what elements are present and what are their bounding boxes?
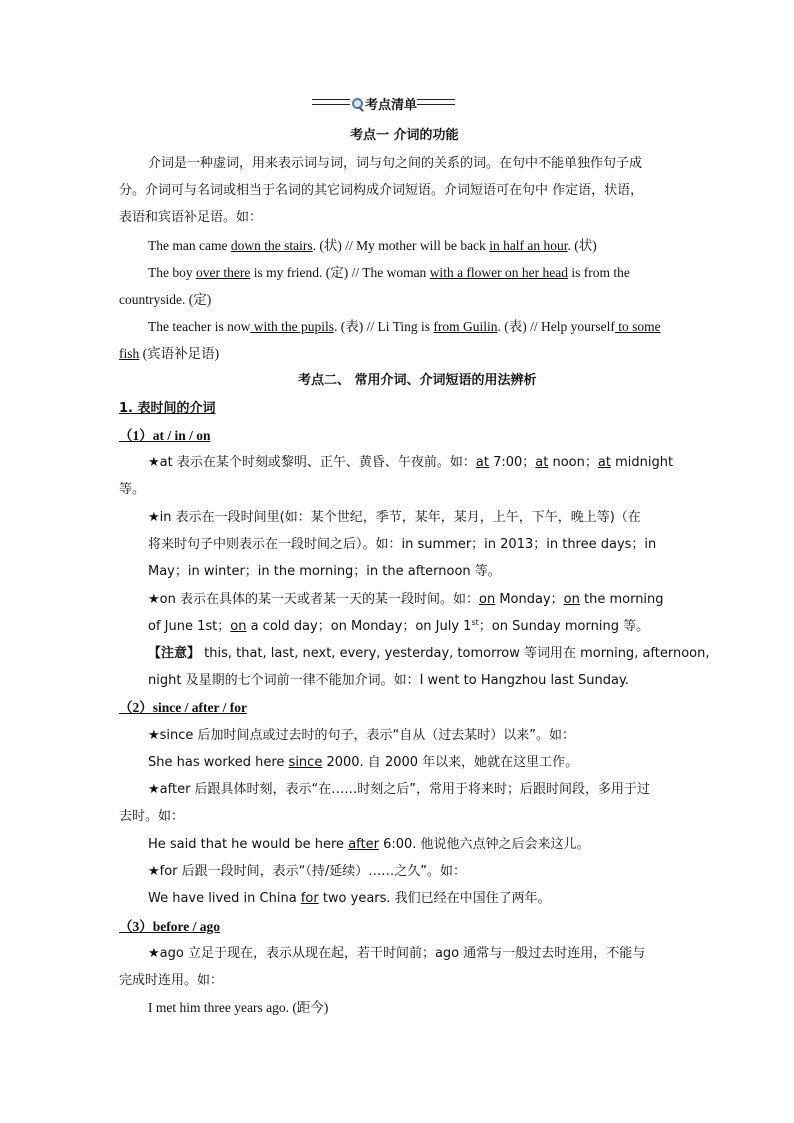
rule-line: ★on 表示在具体的某一天或者某一天的某一段时间。如：on Monday；on the morning bbox=[148, 592, 664, 607]
note-line: night 及星期的七个词前一律不能加介词。如：I went to Hangzhou last Sunday. bbox=[148, 673, 629, 688]
para-line: 分。介词可与名词或相当于名词的其它词构成介词短语。介词短语可在句中 作定语，状语， bbox=[119, 183, 644, 198]
header-title: 考点清单 bbox=[365, 98, 418, 113]
example-line: The boy over there is my friend. (定) // The woman with a flower on her head is from the bbox=[148, 265, 630, 280]
example-line: I met him three years ago. (距今) bbox=[148, 1000, 329, 1015]
rule-line: of June 1st；on a cold day；on Monday；on July 1st；on Sunday morning 等。 bbox=[148, 618, 650, 634]
para-line: 表语和宾语补足语。如： bbox=[119, 210, 263, 225]
rule-line: ★ago 立足于现在，表示从现在起，若干时间前；ago 通常与一般过去时连用，不能与 bbox=[148, 946, 646, 961]
example-line: fish (宾语补足语) bbox=[119, 346, 220, 361]
section-1-title: 考点一 介词的功能 bbox=[350, 128, 459, 143]
double-rule-right bbox=[417, 99, 455, 105]
rule-line: 将来时句子中则表示在一段时间之后）。如：in summer；in 2013；in three days；in bbox=[148, 537, 657, 552]
para-line: 介词是一种虚词，用来表示词与词，词与句之间的关系的词。在句中不能单独作句子成 bbox=[148, 156, 643, 171]
example-line: countryside. (定) bbox=[119, 292, 212, 307]
example-line: We have lived in China for two years. 我们已经在中国住了两年。 bbox=[148, 891, 551, 906]
rule-line: 去时。如： bbox=[119, 809, 185, 824]
subheading-since-after-for: （2）since / after / for bbox=[119, 700, 247, 715]
subheading-before-ago: （3）before / ago bbox=[119, 919, 220, 934]
rule-line: ★at 表示在某个时刻或黎明、正午、黄昏、午夜前。如：at 7:00；at noon；at midnight bbox=[148, 455, 674, 470]
rule-line: ★for 后跟一段时间，表示“（持/延续）……之久”。如： bbox=[148, 864, 467, 879]
magnifier-icon bbox=[351, 98, 364, 111]
example-line: She has worked here since 2000. 自 2000 年以来，她就在这里工作。 bbox=[148, 755, 579, 770]
rule-line: ★since 后加时间点或过去时的句子，表示“自从（过去某时）以来”。如： bbox=[148, 728, 576, 743]
subheading-at-in-on: （1）at / in / on bbox=[119, 428, 211, 443]
rule-line: 完成时连用。如： bbox=[119, 973, 224, 988]
note-label: 【注意】 bbox=[148, 646, 201, 661]
example-line: The teacher is now with the pupils. (表) // Li Ting is from Guilin. (表) // Help yourself to some bbox=[148, 319, 661, 334]
rule-line: ★after 后跟具体时刻，表示“在……时刻之后”，常用于将来时；后跟时间段，多用于过 bbox=[148, 782, 651, 797]
double-rule-left bbox=[312, 99, 350, 105]
rule-line: 等。 bbox=[119, 482, 146, 497]
example-line: He said that he would be here after 6:00. 他说他六点钟之后会来这儿。 bbox=[148, 837, 590, 852]
section-header bbox=[312, 97, 455, 115]
heading-time-prepositions: 1. 表时间的介词 bbox=[119, 401, 216, 416]
section-2-title: 考点二、 常用介词、介词短语的用法辨析 bbox=[298, 373, 537, 388]
rule-line: ★in 表示在一段时间里(如：某个世纪，季节，某年，某月，上午，下午，晚上等)（在 bbox=[148, 510, 641, 525]
note-line: 【注意】 this, that, last, next, every, yesterday, tomorrow 等词用在 morning, afternoon, bbox=[148, 646, 710, 661]
example-line: The man came down the stairs. (状) // My mother will be back in half an hour. (状) bbox=[148, 238, 597, 253]
rule-line: May；in winter；in the morning；in the afternoon 等。 bbox=[148, 564, 501, 579]
